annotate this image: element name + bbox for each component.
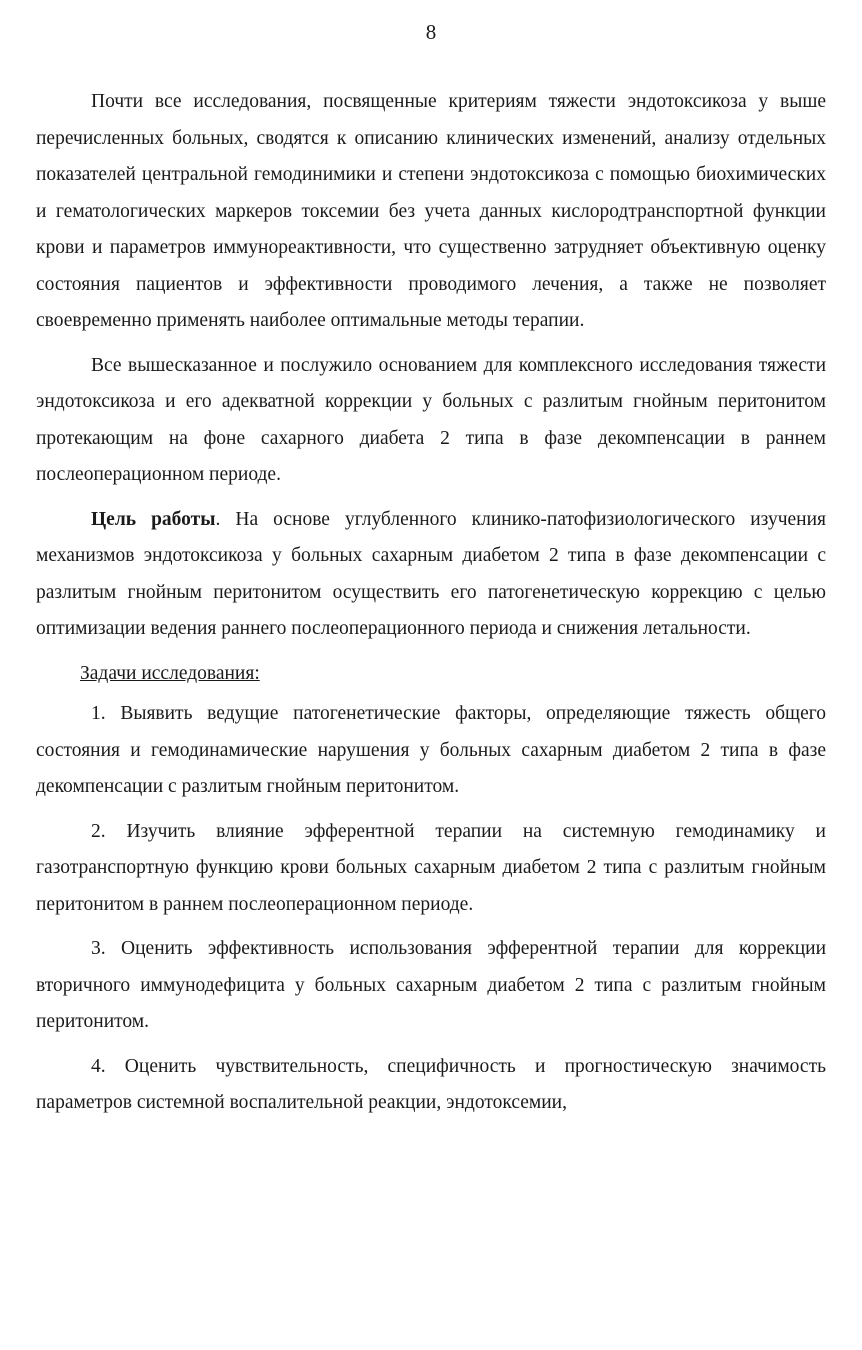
goal-text: . На основе углубленного клинико-патофизиологического изучения механизмов эндотоксикоза у больных сахарным диабетом 2 типа в фазе декомпенсации с разлитым гнойным перитонитом осуществить его патогенетическую коррекцию с целью оптимизации ведения раннего послеоперационного периода и снижения летальности. [36,508,826,639]
body-text [36,84,826,1130]
goal-label: Цель работы [91,508,216,530]
task-item: 3. Оценить эффективность использования эфферентной терапии для коррекции вторичного иммунодефицита у больных сахарным диабетом 2 типа с разлитым гнойным перитонитом. [36,938,826,1032]
tasks-heading-text: Задачи исследования: [80,662,260,684]
tasks-heading [36,656,826,693]
paragraph-goal [36,502,826,648]
paragraph-rationale: Все вышесказанное и послужило основанием для комплексного исследования тяжести эндотоксикоза и его адекватной коррекции у больных с разлитым гнойным перитонитом протекающим на фоне сахарного диабета 2 типа в фазе декомпенсации в раннем послеоперационном периоде. [36,354,826,485]
paragraph-intro: Почти все исследования, посвященные критериям тяжести эндотоксикоза у выше перечисленных больных, сводятся к описанию клинических изменений, анализу отдельных показателей центральной гемодинимики и степени эндотоксикоза с помощью биохимических и гематологических маркеров токсемии без учета данных кислородтранспортной функции крови и параметров иммунореактивности, что существенно затрудняет объективную оценку состояния пациентов и эффективности проводимого лечения, а также не позволяет своевременно применять наиболее оптимальные методы терапии. [36,91,826,331]
task-item: 4. Оценить чувствительность, специфичность и прогностическую значимость параметров системной воспалительной реакции, эндотоксемии, [36,1055,826,1113]
page-number: 8 [425,20,437,44]
task-item: 2. Изучить влияние эфферентной терапии на системную гемодинамику и газотранспортную функцию крови больных сахарным диабетом 2 типа с разлитым гнойным перитонитом в раннем послеоперационном периоде. [36,820,826,915]
task-item: 1. Выявить ведущие патогенетические факторы, определяющие тяжесть общего состояния и гемодинамические нарушения у больных сахарным диабетом 2 типа в фазе декомпенсации с разлитым гнойным перитонитом. [36,703,826,797]
